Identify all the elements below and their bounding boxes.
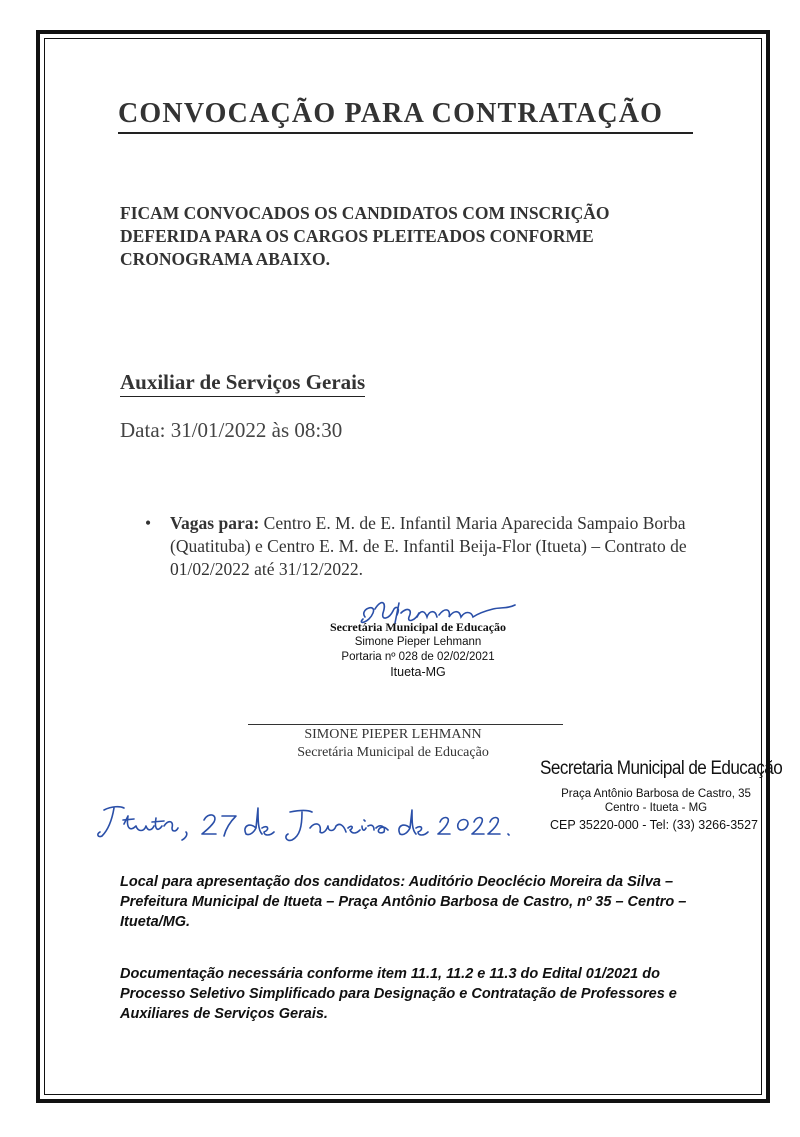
stamp-city: Itueta-MG — [390, 665, 446, 679]
required-documentation: Documentação necessária conforme item 11.1, 11.2 e 11.3 do Edital 01/2021 do Processo Seletivo Simplificado para Designação e Contratação de Professores e Auxiliares de Serviços Gerais. — [120, 966, 677, 1022]
vacancy-item — [145, 512, 705, 581]
vacancy-label: Vagas para: — [170, 513, 260, 533]
office-stamp — [540, 758, 783, 832]
signer-role: Secretária Municipal de Educação — [297, 745, 489, 760]
document-title: CONVOCAÇÃO PARA CONTRATAÇÃO — [118, 98, 693, 134]
bullet-icon: • — [145, 513, 152, 533]
stamp-department: Secretária Municipal de Educação — [329, 620, 507, 634]
stamp-name: Simone Pieper Lehmann — [354, 636, 482, 648]
office-stamp-contact: CEP 35220-000 - Tel: (33) 3266-3527 — [550, 818, 759, 832]
stamp-decree: Portaria nº 028 de 02/02/2021 — [341, 651, 495, 663]
signer-block — [248, 726, 538, 762]
office-stamp-city: Centro - Itueta - MG — [604, 802, 708, 814]
office-stamp-title: Secretaria Municipal de Educação — [540, 758, 783, 779]
office-stamp-address: Praça Antônio Barbosa de Castro, 35 — [561, 788, 751, 800]
convocation-intro: FICAM CONVOCADOS OS CANDIDATOS COM INSCRIÇÃO DEFERIDA PARA OS CARGOS PLEITEADOS CONFORME CRONOGRAMA ABAIXO. — [120, 203, 610, 269]
presentation-location: Local para apresentação dos candidatos: Auditório Deoclécio Moreira da Silva – Prefeitura Municipal de Itueta – Praça Antônio Barbosa de Castro, nº 35 – Centro – Itueta/MG. — [120, 874, 687, 930]
signature-line — [248, 724, 563, 725]
position-date: Data: 31/01/2022 às 08:30 — [120, 418, 343, 442]
handwritten-place-date — [90, 798, 520, 848]
vacancy-text: Centro E. M. de E. Infantil Maria Aparecida Sampaio Borba (Quatituba) e Centro E. M. de E. Infantil Beija-Flor (Itueta) – Contrato de 01/02/2022 até 31/12/2022. — [170, 513, 687, 579]
signer-name: SIMONE PIEPER LEHMANN — [304, 727, 482, 742]
signature-stamp — [318, 620, 518, 680]
position-title: Auxiliar de Serviços Gerais — [120, 370, 365, 397]
